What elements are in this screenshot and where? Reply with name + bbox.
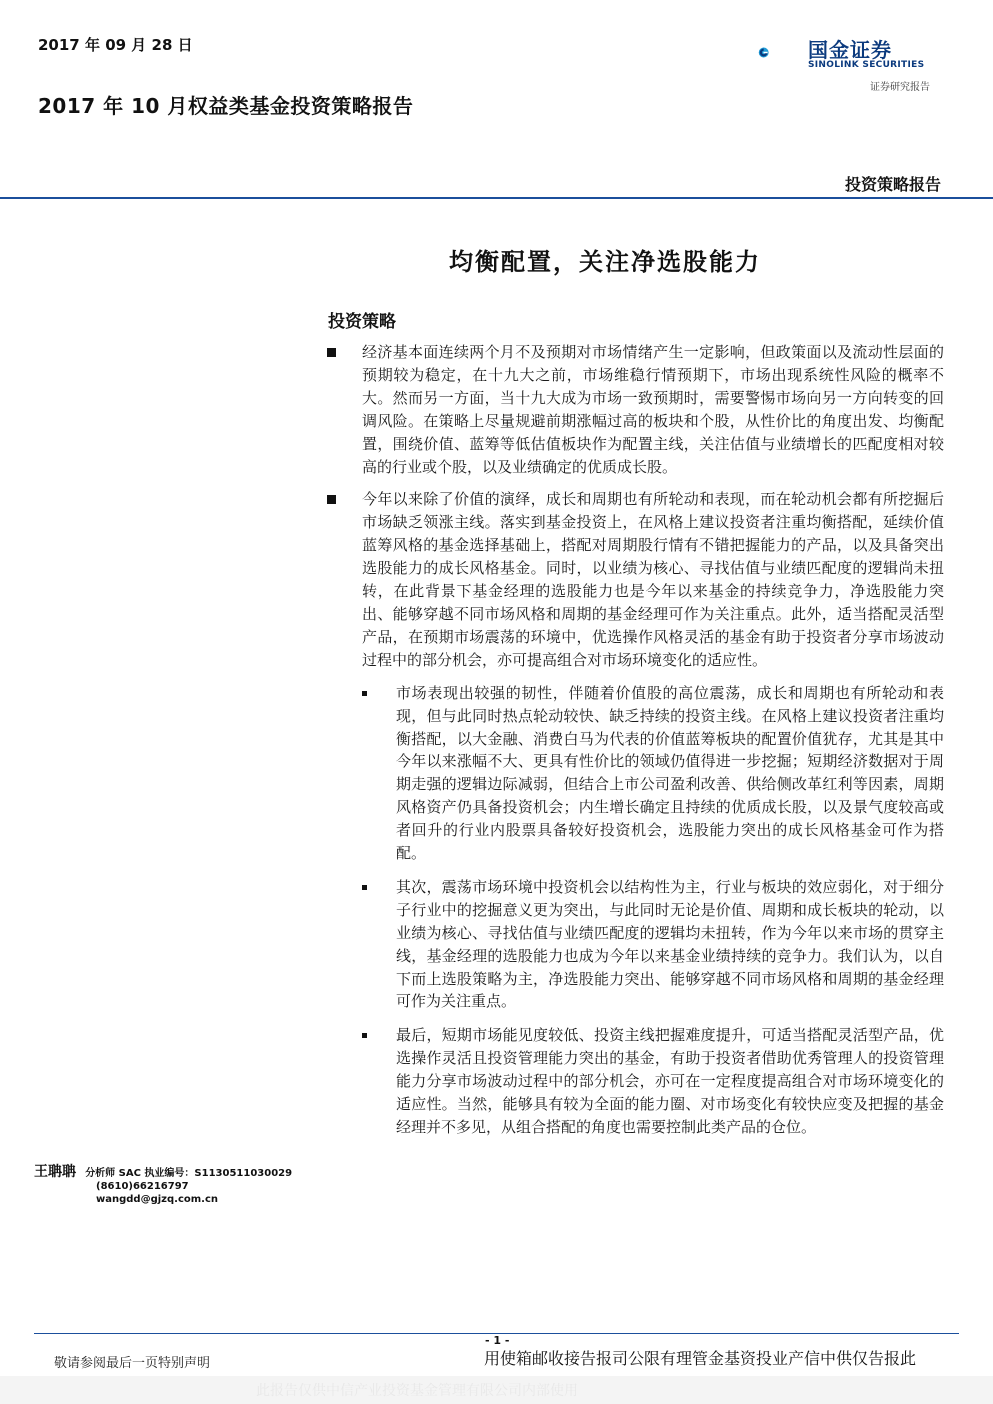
small-square-bullet-icon	[362, 691, 367, 696]
sub-bullet-paragraph	[326, 876, 944, 1013]
page-number: - 1 -	[485, 1334, 510, 1347]
footer-disclaimer: 敬请参阅最后一页特别声明	[54, 1356, 211, 1371]
analyst-email[interactable]: wangdd@gjzq.com.cn	[96, 1194, 219, 1205]
analyst-name: 王聃聃	[34, 1164, 76, 1180]
small-square-bullet-icon	[362, 885, 367, 890]
bullet-paragraph	[326, 341, 944, 478]
analyst-block	[34, 1166, 292, 1206]
logo-english-name: SINOLINK SECURITIES	[808, 60, 925, 70]
report-title: 2017 年 10 月权益类基金投资策略报告	[38, 94, 414, 118]
bullet-paragraph	[326, 488, 944, 671]
square-bullet-icon	[327, 348, 336, 357]
footer-watermark: 此报告仅供中信产业投资基金管理有限公司内部使用	[256, 1383, 578, 1399]
logo-subtitle: 证券研究报告	[870, 82, 930, 93]
header-divider	[0, 197, 993, 199]
report-type-label: 投资策略报告	[844, 175, 941, 194]
footer-usage-note: 用使箱邮收接告报司公限有理管金基资投业产信中供仅告报此	[484, 1349, 917, 1368]
analyst-credential: 分析师 SAC 执业编号：S1130511030029	[85, 1168, 293, 1179]
report-body	[326, 341, 944, 1150]
sub-bullet-text: 最后，短期市场能见度较低、投资主线把握难度提升，可适当搭配灵活型产品，优选操作灵活且投资管理能力突出的基金，有助于投资者借助优秀管理人的投资管理能力分享市场波动过程中的部分机会，亦可在一定程度提高组合对市场环境变化的适应性。当然，能够具有较为全面的能力圈、对市场变化有较快应变及把握的基金经理并不多见，从组合搭配的角度也需要控制此类产品的仓位。	[396, 1026, 944, 1136]
sub-bullet-text: 其次，震荡市场环境中投资机会以结构性为主，行业与板块的效应弱化，对于细分子行业中的挖掘意义更为突出，与此同时无论是价值、周期和成长板块的轮动，以业绩为核心、寻找估值与业绩匹配度的逻辑均未扭转，作为今年以来市场的贯穿主线，基金经理的选股能力也成为今年以来基金业绩持续的竞争力。我们认为，以自下而上选股策略为主，净选股能力突出、能够穿越不同市场风格和周期的基金经理可作为关注重点。	[396, 877, 944, 1011]
headline: 均衡配置，关注净选股能力	[449, 248, 761, 276]
logo-chinese-name: 国金证券	[808, 38, 892, 62]
analyst-phone: (8610)66216797	[96, 1181, 189, 1192]
section-title: 投资策略	[328, 312, 396, 332]
small-square-bullet-icon	[362, 1033, 367, 1038]
sub-bullet-text: 市场表现出较强的韧性，伴随着价值股的高位震荡，成长和周期也有所轮动和表现，但与此同时热点轮动较快、缺乏持续的投资主线。在风格上建议投资者注重均衡搭配，以大金融、消费白马为代表的价值蓝筹板块的配置价值犹存，尤其是其中今年以来涨幅不大、更具有性价比的领域仍值得进一步挖掘；短期经济数据对于周期走强的逻辑边际减弱，但结合上市公司盈利改善、供给侧改革红利等因素，周期风格资产仍具备投资机会；内生增长确定且持续的优质成长股，以及景气度较高或者回升的行业内股票具备较好投资机会，选股能力突出的成长风格基金可作为搭配。	[396, 683, 944, 863]
sub-bullet-paragraph	[326, 682, 944, 865]
sub-bullet-paragraph	[326, 1024, 944, 1139]
bullet-text: 今年以来除了价值的演绎，成长和周期也有所轮动和表现，而在轮动机会都有所挖掘后市场缺乏领涨主线。落实到基金投资上，在风格上建议投资者注重均衡搭配，延续价值蓝筹风格的基金选择基础上，搭配对周期股行情有不错把握能力的产品，以及具备突出选股能力的成长风格基金。同时，以业绩为核心、寻找估值与业绩匹配度的逻辑尚未扭转，在此背景下基金经理的选股能力也是今年以来基金的持续竞争力，净选股能力突出、能够穿越不同市场风格和周期的基金经理可作为关注重点。此外，适当搭配灵活型产品，在预期市场震荡的环境中，优选操作风格灵活的基金有助于投资者分享市场波动过程中的部分机会，亦可提高组合对市场环境变化的适应性。	[362, 490, 944, 669]
report-date: 2017 年 09 月 28 日	[38, 36, 193, 54]
square-bullet-icon	[327, 495, 336, 504]
bullet-text: 经济基本面连续两个月不及预期对市场情绪产生一定影响，但政策面以及流动性层面的预期较为稳定，在十九大之前，市场维稳行情预期下，市场出现系统性风险的概率不大。然而另一方面，当十九大成为市场一致预期时，需要警惕市场向另一方向转变的回调风险。在策略上尽量规避前期涨幅过高的板块和个股，从性价比的角度出发、均衡配置，围绕价值、蓝筹等低估值板块作为配置主线，关注估值与业绩增长的匹配度相对较高的行业或个股，以及业绩确定的优质成长股。	[362, 343, 944, 476]
sinolink-logo-icon	[758, 30, 804, 76]
